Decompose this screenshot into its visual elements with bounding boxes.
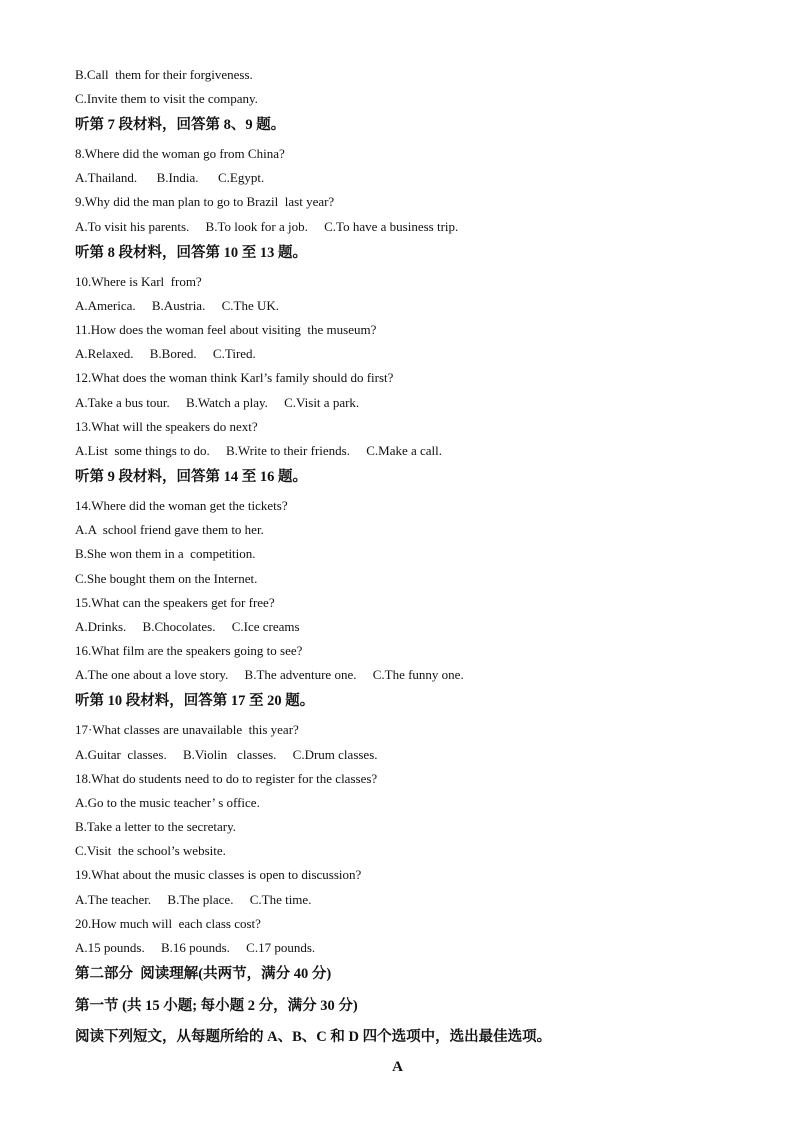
- option-line: A.The one about a love story. B.The adventure one. C.The funny one.: [75, 667, 464, 682]
- instruction-heading: 阅读下列短文，从每题所给的 A、B、C 和 D 四个选项中，选出最佳选项。: [75, 1029, 552, 1045]
- option-line: A.15 pounds. B.16 pounds. C.17 pounds.: [75, 940, 316, 955]
- option-line: A.The teacher. B.The place. C.The time.: [75, 892, 312, 907]
- question-line: 12.What does the woman think Karl’s family should do first?: [75, 370, 394, 385]
- question-line: 9.Why did the man plan to go to Brazil last year?: [75, 194, 335, 209]
- question-line: 16.What film are the speakers going to see?: [75, 643, 303, 658]
- question-line: 14.Where did the woman get the tickets?: [75, 498, 288, 513]
- option-line: A.A school friend gave them to her.: [75, 522, 264, 537]
- option-line: A.To visit his parents. B.To look for a job. C.To have a business trip.: [75, 219, 459, 234]
- passage-label: A: [392, 1059, 403, 1075]
- question-line: 18.What do students need to do to register for the classes?: [75, 771, 378, 786]
- section-heading: 听第 10 段材料，回答第 17 至 20 题。: [75, 693, 315, 709]
- option-line: C.She bought them on the Internet.: [75, 571, 258, 586]
- option-line: A.Go to the music teacher’ s office.: [75, 795, 260, 810]
- section-heading: 听第 7 段材料，回答第 8、9 题。: [75, 117, 286, 133]
- question-line: 11.How does the woman feel about visiting the museum?: [75, 322, 377, 337]
- option-line: C.Visit the school’s website.: [75, 843, 226, 858]
- option-line: A.Take a bus tour. B.Watch a play. C.Visit a park.: [75, 395, 360, 410]
- option-line: C.Invite them to visit the company.: [75, 91, 258, 106]
- question-line: 8.Where did the woman go from China?: [75, 146, 285, 161]
- option-line: A.List some things to do. B.Write to their friends. C.Make a call.: [75, 443, 443, 458]
- option-line: A.America. B.Austria. C.The UK.: [75, 298, 279, 313]
- question-line: 13.What will the speakers do next?: [75, 419, 258, 434]
- question-line: 17·What classes are unavailable this year?: [75, 722, 299, 737]
- section-heading: 听第 9 段材料，回答第 14 至 16 题。: [75, 469, 307, 485]
- question-line: 10.Where is Karl from?: [75, 274, 202, 289]
- option-line: A.Guitar classes. B.Violin classes. C.Drum classes.: [75, 747, 378, 762]
- option-line: B.She won them in a competition.: [75, 546, 256, 561]
- question-line: 19.What about the music classes is open to discussion?: [75, 867, 362, 882]
- section-heading: 第一节 (共 15 小题; 每小题 2 分，满分 30 分): [75, 998, 358, 1014]
- option-line: B.Take a letter to the secretary.: [75, 819, 237, 834]
- section-heading: 听第 8 段材料，回答第 10 至 13 题。: [75, 245, 307, 261]
- part-heading: 第二部分 阅读理解(共两节，满分 40 分): [75, 966, 332, 982]
- option-line: A.Drinks. B.Chocolates. C.Ice creams: [75, 619, 300, 634]
- option-line: A.Thailand. B.India. C.Egypt.: [75, 170, 265, 185]
- option-line: B.Call them for their forgiveness.: [75, 67, 253, 82]
- question-line: 20.How much will each class cost?: [75, 916, 261, 931]
- option-line: A.Relaxed. B.Bored. C.Tired.: [75, 346, 256, 361]
- question-line: 15.What can the speakers get for free?: [75, 595, 275, 610]
